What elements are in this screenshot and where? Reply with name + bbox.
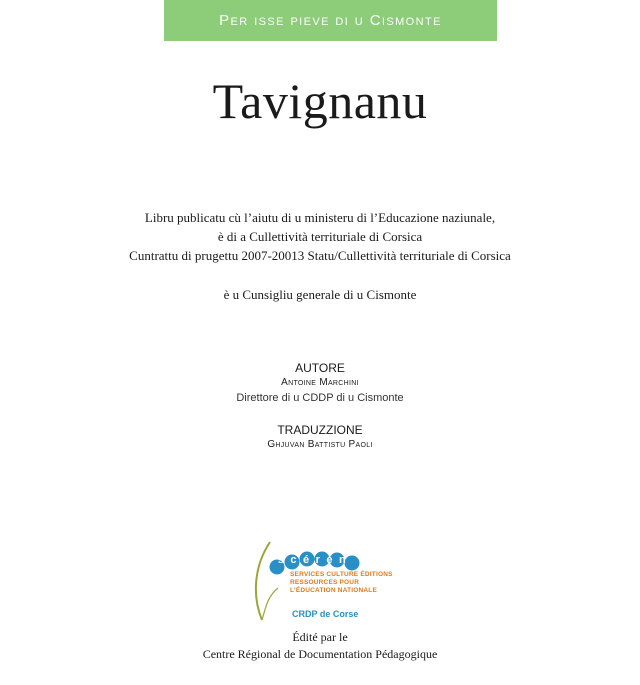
logo-brand: scérén [277,554,353,566]
author-role: AUTORE [295,361,345,375]
footer-edited-by: Édité par le [292,630,348,644]
intro-block [0,208,640,265]
author-name: Antoine Marchini [281,377,359,388]
banner-text: Per isse pieve di u Cismonte [219,12,442,29]
footer-publisher: Centre Régional de Documentation Pédagogique [202,647,438,661]
logo-tagline-1: SERVICES CULTURE ÉDITIONS [290,571,393,578]
partner-line: è u Cunsigliu generale di u Cismonte [223,287,417,302]
intro-line: Libru publicatu cù l’aiutu di u ministeru di l’Educazione naziunale, [144,210,496,225]
intro-line: Cuntrattu di prugettu 2007-20013 Statu/Cullettività territuriale di Corsica [129,248,511,263]
logo-tagline-3: L’ÉDUCATION NATIONALE [290,587,378,594]
translation-role: TRADUZZIONE [277,423,363,437]
header-banner [164,0,497,41]
author-position: Direttore di u CDDP di u Cismonte [236,392,404,404]
intro-line: è di a Cullettività territuriale di Corsica [217,229,423,244]
book-title: Tavignanu [212,73,428,129]
logo-sub: CRDP de Corse [292,609,359,619]
translator-name: Ghjuvan Battistu Paoli [267,439,373,450]
logo-tagline-2: RESSOURCES POUR [290,579,360,586]
